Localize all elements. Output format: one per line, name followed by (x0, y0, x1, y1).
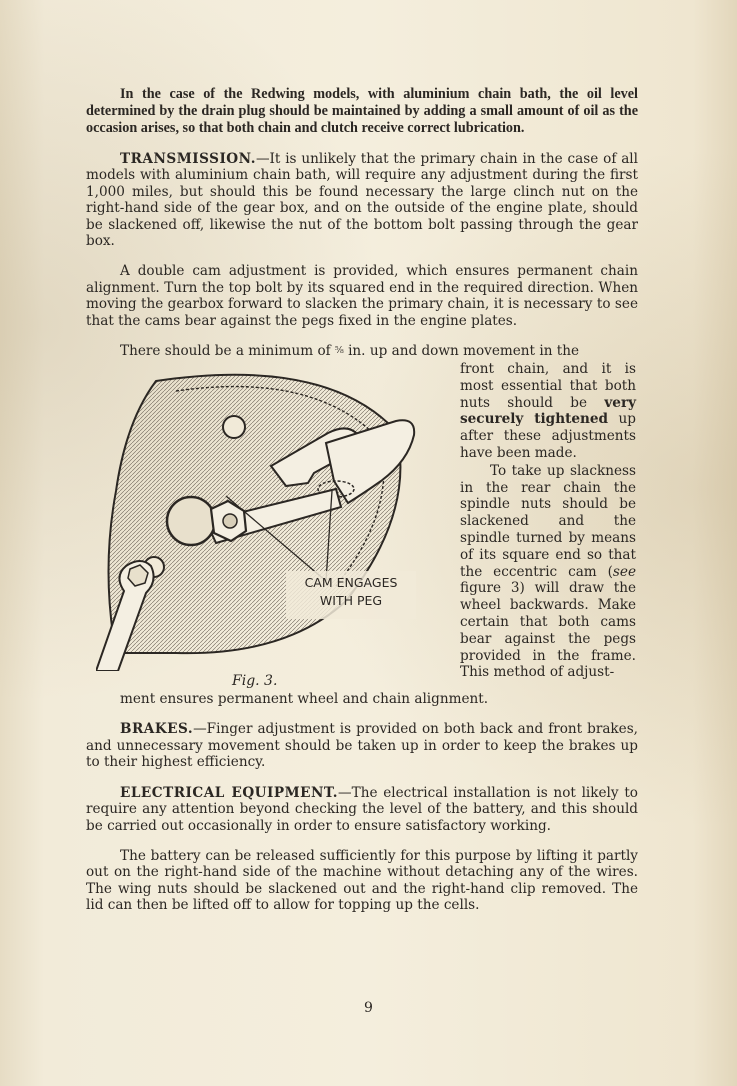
body-text (86, 86, 638, 928)
fig-label-line-1: CAM ENGAGES (304, 575, 398, 591)
side-text-b: up after these adjustments have been made. (460, 411, 636, 462)
large-nut-shape (167, 497, 215, 545)
side-paragraph-rear-chain (460, 463, 636, 681)
fig3-illustration (96, 371, 456, 671)
heading-transmission: TRANSMISSION. (120, 151, 256, 167)
paragraph-battery: The battery can be released sufficiently for this purpose by lifting it partly out on the right-hand side of the machine without detaching any of the wires. The wing nuts should be slackened out and the right-hand clip removed. The lid can then be lifted off to allow for topping up the cells. (86, 847, 638, 914)
fig-label-line-2: WITH PEG (319, 593, 383, 609)
electrical-body: —The electrical installation is not likely to require any attention beyond checking the level of the battery, and this should be carried out occasionally in order to ensure satisfactory working. (86, 784, 638, 834)
side-paragraph-front-chain (460, 361, 636, 462)
figure-block (86, 343, 638, 691)
minimum-after: in. up and down movement in the (343, 343, 580, 360)
emphasis-securely-tightened: very securely tightened (460, 394, 636, 428)
paragraph-electrical (86, 785, 638, 834)
minimum-text: There should be a minimum of (120, 343, 331, 360)
side-column (460, 361, 636, 681)
side-text-c: To take up slackness in the rear chain the spindle nuts should be slackened and the spindle turned by means of its square end so that the eccentric cam ( (460, 462, 636, 580)
side-text-a: front chain, and it is most essential that both nuts should be (460, 361, 636, 411)
side-text-d: figure 3) will draw the wheel backwards. Make certain that both cams bear against the pegs provided in the frame. This method of adjust- (460, 580, 636, 681)
heading-electrical: ELECTRICAL EQUIPMENT. (120, 784, 339, 801)
page-number: 9 (364, 1000, 373, 1016)
paragraph-brakes (86, 721, 638, 770)
figure-caption: Fig. 3. (232, 673, 278, 690)
transmission-body: —It is unlikely that the primary chain in the case of all models with aluminium chain bath, will require any adjustment during the first 1,000 miles, but should this be found necessary the large clinch nut on the right-hand side of the gear box, and on the outside of the engine plate, should be slackened off, likewise the nut of the bottom bolt passing through the gear box. (86, 151, 638, 250)
brakes-body: —Finger adjustment is provided on both back and front brakes, and unnecessary movement should be taken up in order to keep the brakes up to their highest efficiency. (86, 721, 638, 771)
paragraph-redwing: In the case of the Redwing models, with aluminium chain bath, the oil level determined by the drain plug should be maintained by adding a small amount of oil as the occasion arises, so that both chain and clutch receive correct lubrication. (86, 86, 638, 136)
paragraph-double-cam: A double cam adjustment is provided, which ensures permanent chain alignment. Turn the top bolt by its squared end in the required direction. When moving the gearbox forward to slacken the primary chain, it is necessary to see that the cams bear against the pegs fixed in the engine plates. (86, 263, 638, 329)
paragraph-minimum-movement (86, 343, 638, 359)
bolt-hole-shape (223, 416, 245, 438)
heading-brakes: BRAKES. (120, 721, 194, 738)
fraction: ⅝ (335, 346, 344, 357)
continuation-line: ment ensures permanent wheel and chain alignment. (120, 691, 489, 708)
see-italic: see (612, 563, 636, 580)
paragraph-transmission (86, 151, 638, 249)
